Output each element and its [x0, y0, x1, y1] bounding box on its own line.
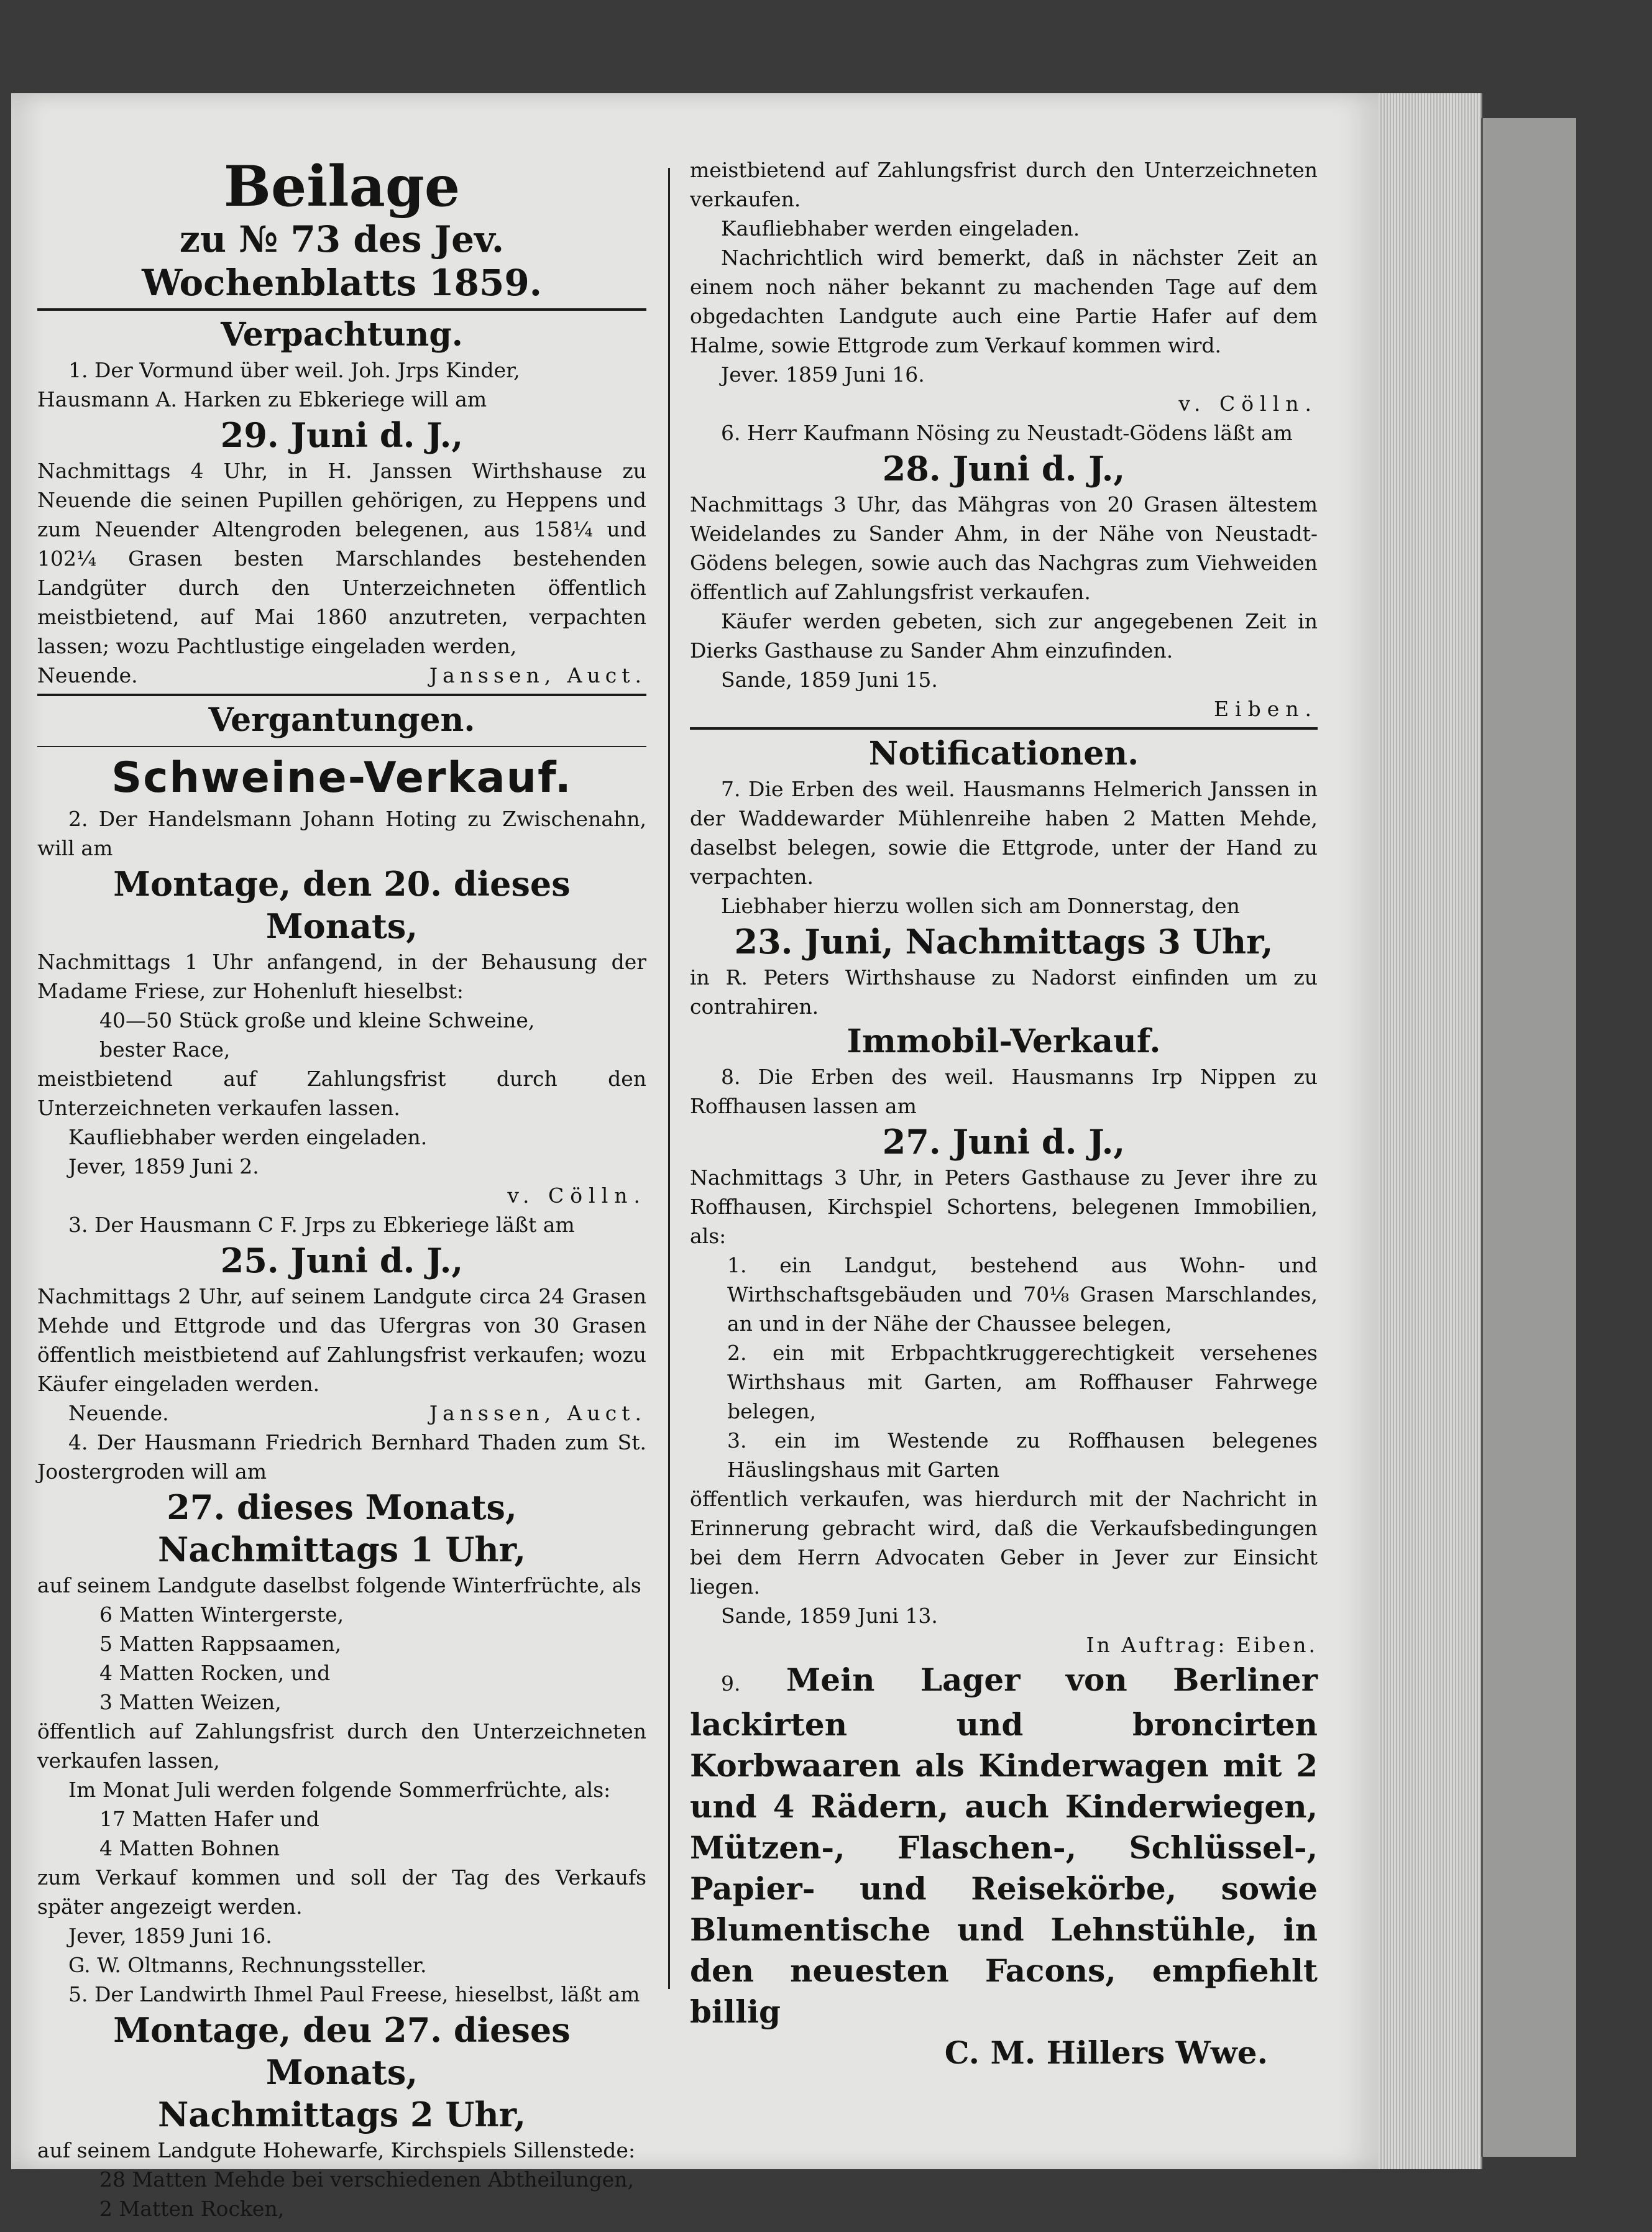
ad-9-signature: C. M. Hillers Wwe. [944, 2034, 1268, 2071]
ad-8-text3: öffentlich verkaufen, was hierdurch mit der Nachricht in Erinnerung gebracht wird, daß die Verkaufsbedingungen bei dem Herrn Advocaten Geber in Jever zur Einsicht liegen. [690, 1487, 1318, 1599]
ad-4-date1: 27. dieses Monats, [167, 1487, 517, 1527]
ad-4-signature: G. W. Oltmanns, Rechnungssteller. [68, 1953, 427, 1977]
divider [37, 308, 646, 311]
ad-r1-text: meistbietend auf Zahlungsfrist durch den Unterzeichneten verkaufen. [690, 158, 1318, 211]
ad-2-date: Montage, den 20. dieses Monats, [113, 864, 571, 946]
ad-4-item1: 6 Matten Wintergerste, [99, 1602, 344, 1627]
ad-3-date: 25. Juni d. J., [220, 1241, 464, 1280]
ad-4-item2: 5 Matten Rappsaamen, [99, 1632, 342, 1656]
ad-8-item3: 3. ein im Westende zu Roffhausen belegenes Häuslingshaus mit Garten [727, 1428, 1318, 1482]
ad-1-signature: Janssen, Auct. [429, 663, 646, 687]
ad-6-text: 6. Herr Kaufmann Nösing zu Neustadt-Gödens läßt am [721, 421, 1293, 445]
book-binding [1481, 118, 1576, 2157]
ad-4-text: 4. Der Hausmann Friedrich Bernhard Thaden zum St. Joostergroden will am [37, 1430, 646, 1484]
ad-1-place [37, 661, 646, 690]
section-notificationen: Notificationen. [868, 735, 1139, 773]
ad-4-text2: auf seinem Landgute daselbst folgende Winterfrüchte, als [37, 1573, 641, 1597]
ad-4-date-place: Jever, 1859 Juni 16. [68, 1924, 272, 1948]
page-edges [1379, 93, 1482, 2169]
heading-schweine-verkauf: Schweine-Verkauf. [111, 753, 572, 802]
ad-r1-text2: Kaufliebhaber werden eingeladen. [721, 216, 1080, 241]
ad-1-text: Nachmittags 4 Uhr, in H. Janssen Wirthshause zu Neuende die seinen Pupillen gehörigen, zu Heppens und zum Neuender Altengroden belegenen, aus 158¼ und 102¼ Grasen besten Marschlandes bestehenden Landgüter durch den Unterzeichneten öffentlich meistbietend, auf Mai 1860 anzutreten, verpachten lassen; wozu Pachtlustige eingeladen werden, [37, 459, 646, 658]
ad-5-text: 5. Der Landwirth Ihmel Paul Freese, hieselbst, läßt am [68, 1982, 640, 2006]
ad-4-date2: Nachmittags 1 Uhr, [157, 1530, 526, 1569]
section-vergantungen: Vergantungen. [208, 701, 475, 739]
ad-3-place-text: Neuende. [68, 1401, 169, 1425]
ad-4-item5: 17 Matten Hafer und [99, 1807, 319, 1831]
divider [37, 694, 646, 696]
left-column [37, 155, 646, 2223]
ad-2-text4: Kaufliebhaber werden eingeladen. [68, 1125, 428, 1149]
ad-9-number: 9. [721, 1671, 741, 1696]
ad-5-item2: 2 Matten Rocken, [99, 2197, 285, 2221]
ad-1-line1: 1. Der Vormund über weil. Joh. Jrps Kinder, [68, 358, 520, 382]
ad-8-date: 27. Juni d. J., [882, 1122, 1126, 1162]
ad-3-signature: Janssen, Auct. [429, 1401, 646, 1425]
ad-6-signature: Eiben. [1213, 697, 1318, 721]
ad-4-item6: 4 Matten Bohnen [99, 1836, 280, 1860]
ad-2-text3: meistbietend auf Zahlungsfrist durch den Unterzeichneten verkaufen lassen. [37, 1067, 646, 1120]
ad-7-date: 23. Juni, Nachmittags 3 Uhr, [734, 922, 1273, 962]
page-subtitle: zu № 73 des Jev. Wochenblatts 1859. [142, 218, 542, 304]
ad-r1-text3: Nachrichtlich wird bemerkt, daß in nächster Zeit an einem noch näher bekannt zu machenden Tage auf dem obgedachten Landgute auch eine Partie Hafer auf dem Halme, sowie Ettgrode zum Verkauf kommen wird. [690, 246, 1318, 357]
ad-9-text: Mein Lager von Berliner lackirten und broncirten Korbwaaren als Kinderwagen mit 2 und 4 Rädern, auch Kinderwiegen, Mützen-, Flaschen-, Schlüssel-, Papier- und Reisekörbe, sowie Blumentische und Lehnstühle, in den neuesten Facons, empfiehlt billig [690, 1661, 1318, 2030]
ad-3-text: 3. Der Hausmann C F. Jrps zu Ebkeriege läßt am [68, 1213, 575, 1237]
ad-2-item2: bester Race, [99, 1037, 231, 1062]
ad-2-date-place: Jever, 1859 Juni 2. [68, 1154, 259, 1178]
ad-2-text2: Nachmittags 1 Uhr anfangend, in der Behausung der Madame Friese, zur Hohenluft hieselbst: [37, 950, 646, 1003]
section-immobil-verkauf: Immobil-Verkauf. [847, 1022, 1161, 1060]
ad-r1-signature: v. Cölln. [1178, 392, 1318, 416]
ad-6-text3: Käufer werden gebeten, sich zur angegebenen Zeit in Dierks Gasthause zu Sander Ahm einzufinden. [690, 609, 1318, 663]
section-verpachtung: Verpachtung. [221, 316, 463, 354]
ad-8-signature: In Auftrag: Eiben. [1086, 1633, 1318, 1657]
ad-3-text2: Nachmittags 2 Uhr, auf seinem Landgute circa 24 Grasen Mehde und Ettgrode und das Ufergras von 30 Grasen öffentlich meistbietend auf Zahlungsfrist verkaufen; wozu Käufer eingeladen werden. [37, 1284, 646, 1396]
ad-6-date-place: Sande, 1859 Juni 15. [721, 668, 938, 692]
ad-8-date-place: Sande, 1859 Juni 13. [721, 1604, 938, 1628]
ad-2-item1: 40—50 Stück große und kleine Schweine, [99, 1008, 535, 1032]
ad-8-text2: Nachmittags 3 Uhr, in Peters Gasthause zu Jever ihre zu Roffhausen, Kirchspiel Schortens, belegenen Immobilien, als: [690, 1165, 1318, 1248]
ad-7-text2: Liebhaber hierzu wollen sich am Donnerstag, den [721, 894, 1240, 918]
ad-8-item1: 1. ein Landgut, bestehend aus Wohn- und Wirthschaftsgebäuden und 70⅛ Grasen Marschlandes, an und in der Nähe der Chaussee belegen, [727, 1253, 1318, 1336]
ad-r1-date-place: Jever. 1859 Juni 16. [721, 362, 925, 387]
ad-4-text4: Im Monat Juli werden folgende Sommerfrüchte, als: [68, 1778, 611, 1802]
divider [37, 746, 646, 747]
ad-1-line2: Hausmann A. Harken zu Ebkeriege will am [37, 387, 487, 411]
ad-4-item3: 4 Matten Rocken, und [99, 1661, 331, 1685]
ad-5-date1: Montage, deu 27. dieses Monats, [113, 2010, 571, 2092]
ad-8-item2: 2. ein mit Erbpachtkruggerechtigkeit versehenes Wirthshaus mit Garten, am Roffhauser Fahrwege belegen, [727, 1341, 1318, 1423]
page-title: Beilage [223, 154, 461, 219]
ad-4-text5: zum Verkauf kommen und soll der Tag des Verkaufs später angezeigt werden. [37, 1865, 646, 1919]
ad-3-place [37, 1398, 646, 1428]
ad-4-item4: 3 Matten Weizen, [99, 1690, 282, 1714]
column-divider [668, 168, 670, 1989]
ad-8-text: 8. Die Erben des weil. Hausmanns Irp Nippen zu Roffhausen lassen am [690, 1065, 1318, 1118]
divider [690, 727, 1318, 730]
ad-7-text: 7. Die Erben des weil. Hausmanns Helmerich Janssen in der Waddewarder Mühlenreihe haben 2 Matten Mehde, daselbst belegen, sowie die Ettgrode, unter der Hand zu verpachten. [690, 777, 1318, 889]
ad-5-item1: 28 Matten Mehde bei verschiedenen Abtheilungen, [99, 2167, 635, 2192]
ad-7-text3: in R. Peters Wirthshause zu Nadorst einfinden um zu contrahiren. [690, 965, 1318, 1019]
ad-6-text2: Nachmittags 3 Uhr, das Mähgras von 20 Grasen ältestem Weidelandes zu Sander Ahm, in der Nähe von Neustadt-Gödens belegen, sowie auch das Nachgras zum Viehweiden öffentlich auf Zahlungsfrist verkaufen. [690, 492, 1318, 604]
ad-1-date: 29. Juni d. J., [220, 415, 464, 455]
ad-5-date2: Nachmittags 2 Uhr, [157, 2095, 526, 2134]
ad-6-date: 28. Juni d. J., [882, 449, 1126, 489]
ad-1-place-text: Neuende. [37, 663, 138, 687]
ad-5-text2: auf seinem Landgute Hohewarfe, Kirchspiels Sillenstede: [37, 2138, 636, 2162]
ad-2-signature: v. Cölln. [507, 1183, 646, 1208]
ad-9 [690, 1660, 1318, 2032]
ad-2-text: 2. Der Handelsmann Johann Hoting zu Zwischenahn, will am [37, 807, 646, 860]
ad-4-text3: öffentlich auf Zahlungsfrist durch den Unterzeichneten verkaufen lassen, [37, 1719, 646, 1773]
right-column [690, 155, 1318, 2074]
